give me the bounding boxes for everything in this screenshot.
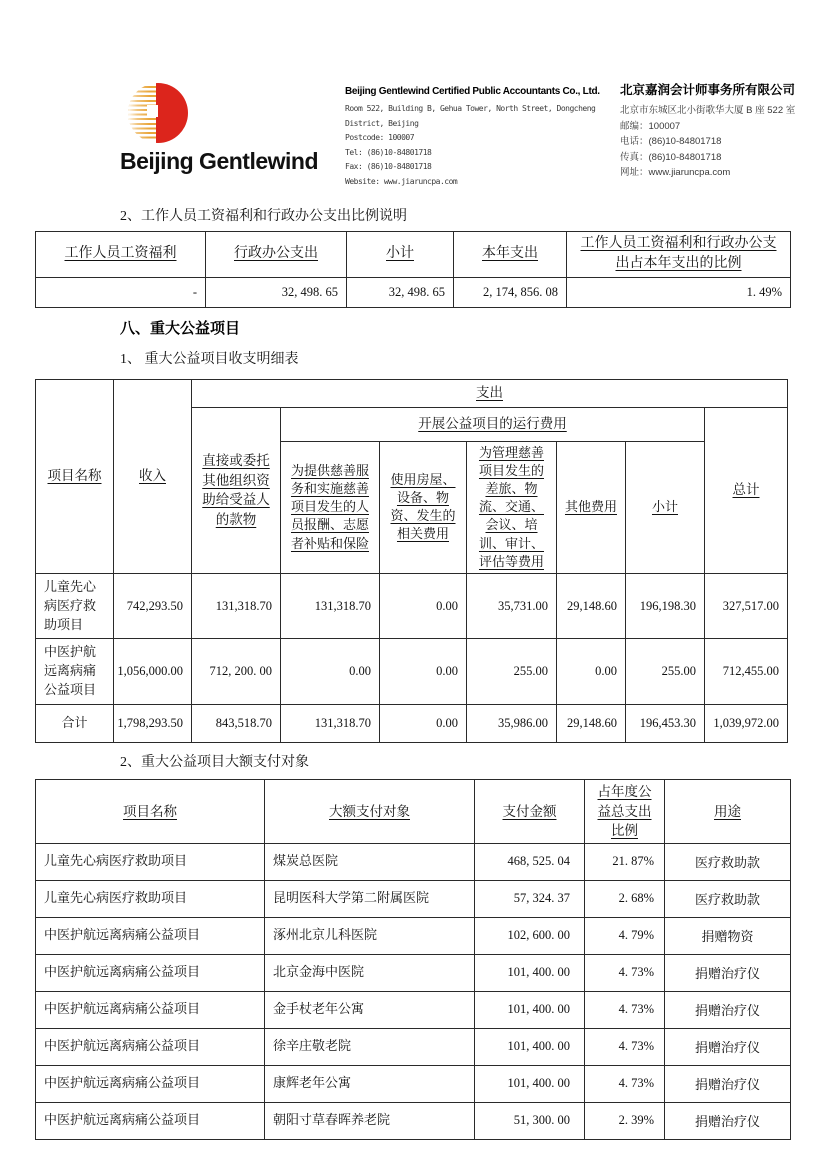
table-row: [36, 573, 788, 639]
company-name-cn: 北京嘉润会计师事务所有限公司: [620, 83, 796, 97]
table-total-row: [36, 704, 788, 742]
cell-purpose: 医疗救助款: [665, 843, 791, 880]
table-row: [36, 954, 791, 991]
cell-payee: 康辉老年公寓: [265, 1065, 475, 1102]
column-header-purpose: 用途: [665, 779, 791, 843]
cell-project-name: 中医护航远离病痛公益项目: [36, 917, 265, 954]
cell-direct-aid: 843,518.70: [192, 704, 281, 742]
cell-purpose: 捐赠物资: [665, 917, 791, 954]
cell-amount: 101, 400. 00: [475, 991, 585, 1028]
cell-ratio: 4. 73%: [585, 991, 665, 1028]
cell-amount: 102, 600. 00: [475, 917, 585, 954]
cell-project-name: 中医护航远离病痛公益项目: [36, 991, 265, 1028]
cell-amount: 101, 400. 00: [475, 1028, 585, 1065]
cell-project-name: 中医护航远离病痛公益项目: [36, 954, 265, 991]
table-header-row: [36, 232, 791, 278]
cell-salary-welfare: -: [36, 277, 206, 307]
cell-amount: 57, 324. 37: [475, 880, 585, 917]
cell-service-cost: 0.00: [281, 639, 380, 705]
column-header: 行政办公支出: [206, 232, 347, 278]
column-header-subtotal: 小计: [626, 441, 705, 573]
subheading-income-expense-detail: 1、 重大公益项目收支明细表: [120, 351, 299, 367]
cell-project-name: 儿童先心病医疗救助项目: [36, 573, 114, 639]
cell-admin-cost: 255.00: [467, 639, 557, 705]
cell-admin-cost: 35,731.00: [467, 573, 557, 639]
cell-direct-aid: 712, 200. 00: [192, 639, 281, 705]
column-header-admin-cost: 为管理慈善项目发生的差旅、物流、交通、会议、培训、审计、评估等费用: [467, 441, 557, 573]
tel-line: Tel: (86)10-84801718: [345, 147, 432, 157]
cell-payee: 朝阳寸草春晖养老院: [265, 1102, 475, 1139]
table-row: [36, 843, 791, 880]
cell-ratio: 2. 68%: [585, 880, 665, 917]
table-row: [36, 880, 791, 917]
column-header-expense-group: 支出: [192, 379, 788, 407]
cell-project-name: 中医护航远离病痛公益项目: [36, 1065, 265, 1102]
cell-purpose: 捐赠治疗仪: [665, 954, 791, 991]
column-header: 本年支出: [454, 232, 567, 278]
cell-project-name: 中医护航远离病痛公益项目: [36, 639, 114, 705]
tel-line-cn: 电话：(86)10-84801718: [620, 136, 722, 147]
table-row: [36, 639, 788, 705]
cell-project-name: 儿童先心病医疗救助项目: [36, 843, 265, 880]
report-body: [35, 205, 790, 1140]
cell-grand-total: 712,455.00: [705, 639, 788, 705]
table-row: [36, 277, 791, 307]
cell-grand-total: 1,039,972.00: [705, 704, 788, 742]
table-row: [36, 1102, 791, 1139]
cell-purpose: 捐赠治疗仪: [665, 1028, 791, 1065]
cell-ratio: 1. 49%: [567, 277, 791, 307]
cell-purpose: 捐赠治疗仪: [665, 991, 791, 1028]
project-income-expense-table: [35, 379, 788, 743]
cell-service-cost: 131,318.70: [281, 704, 380, 742]
logo-red-half: [156, 83, 188, 143]
company-info-en: [345, 86, 615, 189]
cell-project-name: 儿童先心病医疗救助项目: [36, 880, 265, 917]
company-info-cn: [620, 80, 820, 181]
fax-line-cn: 传真：(86)10-84801718: [620, 151, 722, 163]
major-payment-table: [35, 779, 791, 1140]
cell-direct-aid: 131,318.70: [192, 573, 281, 639]
cell-other-cost: 29,148.60: [557, 573, 626, 639]
table-header-row: [36, 779, 791, 843]
salary-admin-expense-table: [35, 231, 791, 308]
website-line-cn: 网址：www.jiaruncpa.com: [620, 167, 731, 178]
cell-payee: 昆明医科大学第二附属医院: [265, 880, 475, 917]
cell-income: 742,293.50: [114, 573, 192, 639]
column-header: 工作人员工资福利: [36, 232, 206, 278]
cell-subtotal: 255.00: [626, 639, 705, 705]
cell-admin-expense: 32, 498. 65: [206, 277, 347, 307]
cell-service-cost: 131,318.70: [281, 573, 380, 639]
cell-income: 1,798,293.50: [114, 704, 192, 742]
company-logo-icon: [128, 83, 188, 143]
column-header-direct-aid: 直接或委托其他组织资助给受益人的款物: [192, 407, 281, 573]
table-header-row: [36, 379, 788, 407]
table-row: [36, 991, 791, 1028]
column-header-operating-group: 开展公益项目的运行费用: [281, 407, 705, 441]
table-row: [36, 1065, 791, 1102]
cell-payee: 金手杖老年公寓: [265, 991, 475, 1028]
address-line: District, Beijing: [345, 118, 419, 128]
cell-subtotal: 196,198.30: [626, 573, 705, 639]
cell-subtotal: 196,453.30: [626, 704, 705, 742]
cell-ratio: 4. 73%: [585, 954, 665, 991]
postcode-line: Postcode: 100007: [345, 133, 415, 142]
cell-purpose: 医疗救助款: [665, 880, 791, 917]
cell-amount: 51, 300. 00: [475, 1102, 585, 1139]
table-row: [36, 1028, 791, 1065]
column-header-grand-total: 总计: [705, 407, 788, 573]
cell-other-cost: 0.00: [557, 639, 626, 705]
address-line-cn: 北京市东城区北小街歌华大厦 B 座 522 室: [620, 105, 796, 116]
fax-line: Fax: (86)10-84801718: [345, 162, 432, 171]
cell-other-cost: 29,148.60: [557, 704, 626, 742]
cell-total-label: 合计: [36, 704, 114, 742]
cell-income: 1,056,000.00: [114, 639, 192, 705]
logo-coin-square-hole: [147, 105, 158, 117]
column-header-income: 收入: [114, 379, 192, 573]
cell-facility-cost: 0.00: [380, 639, 467, 705]
cell-purpose: 捐赠治疗仪: [665, 1102, 791, 1139]
website-line: Website: www.jiaruncpa.com: [345, 176, 458, 186]
company-name-en: Beijing Gentlewind Certified Public Accountants Co., Ltd.: [345, 86, 600, 97]
section-heading-major-projects: 八、重大公益项目: [120, 319, 241, 337]
cell-subtotal: 32, 498. 65: [347, 277, 454, 307]
column-header-service-cost: 为提供慈善服务和实施慈善项目发生的人员报酬、志愿者补贴和保险: [281, 441, 380, 573]
cell-purpose: 捐赠治疗仪: [665, 1065, 791, 1102]
cell-ratio: 4. 73%: [585, 1065, 665, 1102]
cell-year-expense: 2, 174, 856. 08: [454, 277, 567, 307]
column-header: 小计: [347, 232, 454, 278]
column-header-other-cost: 其他费用: [557, 441, 626, 573]
postcode-line-cn: 邮编：100007: [620, 120, 681, 132]
cell-ratio: 4. 79%: [585, 917, 665, 954]
column-header-project: 项目名称: [36, 779, 265, 843]
column-header: 工作人员工资福利和行政办公支出占本年支出的比例: [567, 232, 791, 278]
subheading-major-payments: 2、重大公益项目大额支付对象: [120, 754, 309, 770]
cell-ratio: 4. 73%: [585, 1028, 665, 1065]
letterhead: [0, 0, 826, 205]
cell-payee: 徐辛庄敬老院: [265, 1028, 475, 1065]
cell-admin-cost: 35,986.00: [467, 704, 557, 742]
cell-facility-cost: 0.00: [380, 704, 467, 742]
cell-grand-total: 327,517.00: [705, 573, 788, 639]
cell-ratio: 21. 87%: [585, 843, 665, 880]
cell-project-name: 中医护航远离病痛公益项目: [36, 1028, 265, 1065]
cell-amount: 101, 400. 00: [475, 1065, 585, 1102]
cell-facility-cost: 0.00: [380, 573, 467, 639]
cell-amount: 468, 525. 04: [475, 843, 585, 880]
section-heading-salary-ratio: 2、工作人员工资福利和行政办公支出比例说明: [120, 209, 407, 224]
address-line: Room 522, Building B, Gehua Tower, North Street, Dongcheng: [345, 104, 596, 113]
column-header-payee: 大额支付对象: [265, 779, 475, 843]
logo-wordmark: Beijing Gentlewind: [120, 148, 319, 174]
column-header-ratio: 占年度公益总支出比例: [585, 779, 665, 843]
table-row: [36, 917, 791, 954]
cell-project-name: 中医护航远离病痛公益项目: [36, 1102, 265, 1139]
cell-payee: 煤炭总医院: [265, 843, 475, 880]
column-header-amount: 支付金额: [475, 779, 585, 843]
cell-payee: 涿州北京儿科医院: [265, 917, 475, 954]
column-header-project: 项目名称: [36, 379, 114, 573]
column-header-facility-cost: 使用房屋、设备、物资、发生的相关费用: [380, 441, 467, 573]
cell-amount: 101, 400. 00: [475, 954, 585, 991]
cell-payee: 北京金海中医院: [265, 954, 475, 991]
cell-ratio: 2. 39%: [585, 1102, 665, 1139]
